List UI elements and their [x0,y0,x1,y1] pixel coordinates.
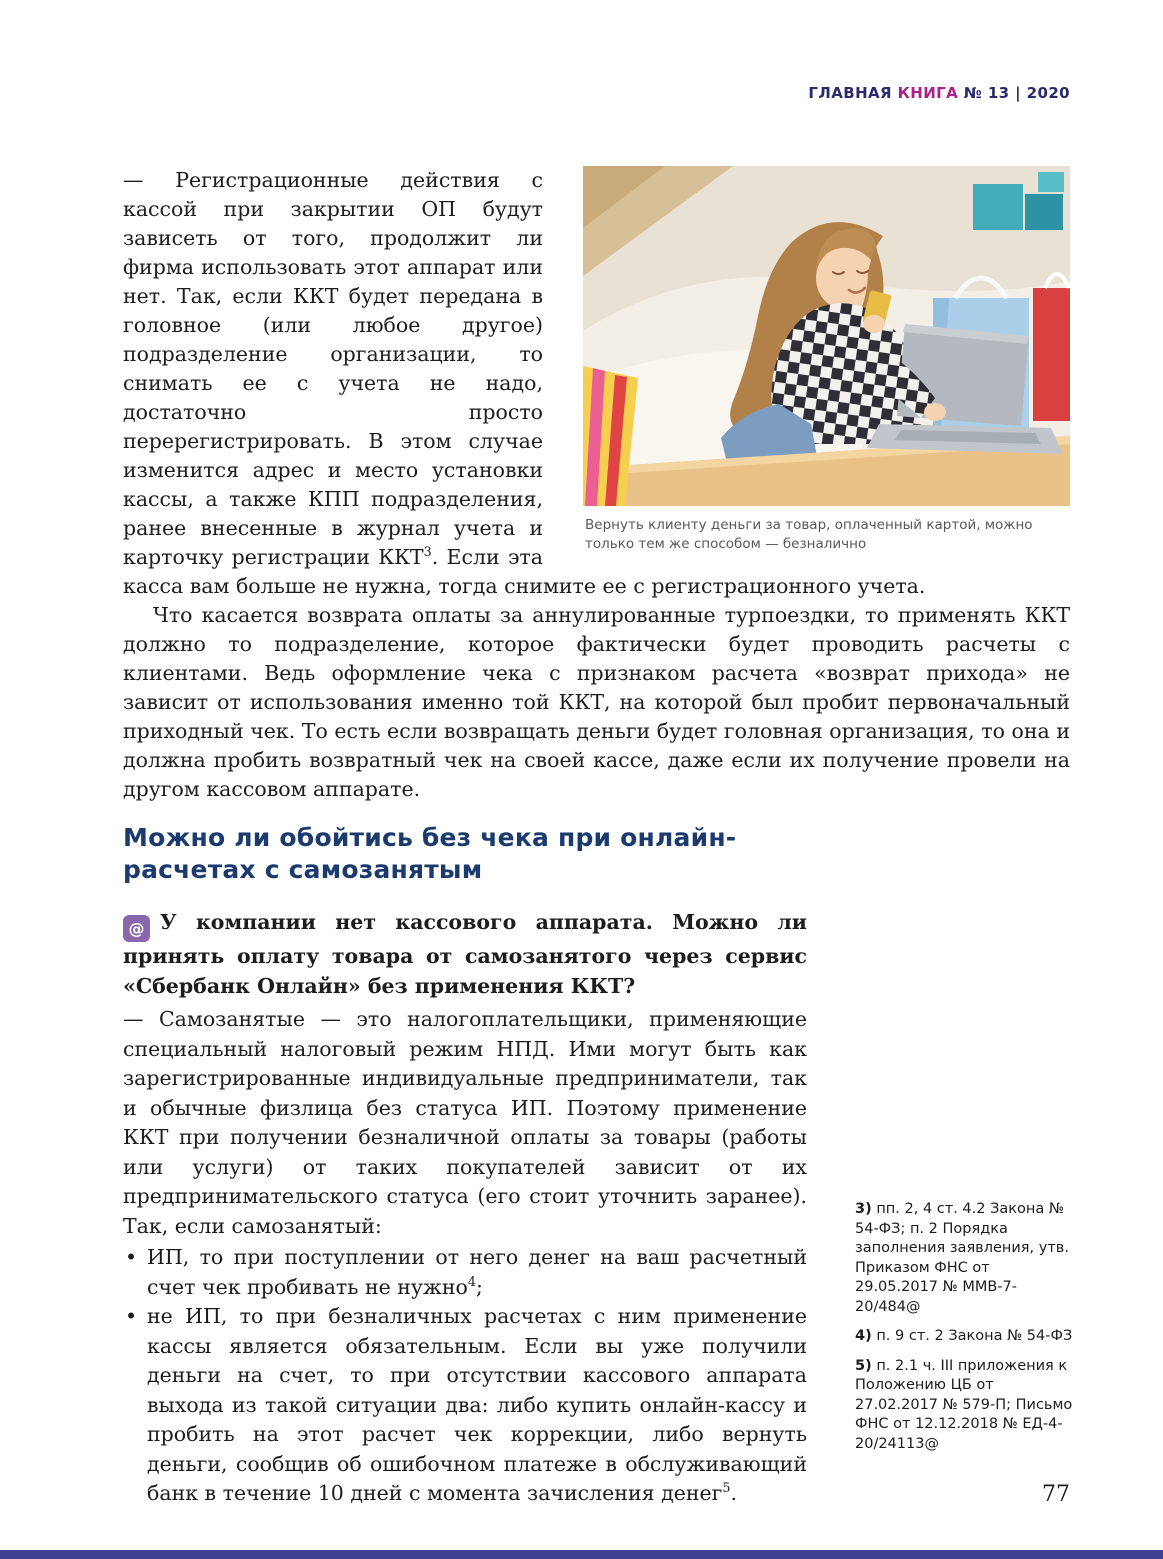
footnote-5 [855,1357,1073,1455]
bullet-text: . [730,1481,737,1505]
at-question-icon: @ [123,915,150,942]
bullet-text: ; [475,1274,483,1299]
footnote-ref-4: 4 [467,1273,476,1289]
paragraph-text: . Если эта касса вам больше не нужна, тогда снимите ее с регистрационного учета. [123,545,926,598]
bullet-item-not-ip [123,1302,807,1509]
question-block [123,908,807,1001]
footnote-ref-5: 5 [722,1480,731,1496]
bottom-accent-band [0,1550,1163,1559]
footnote-number: 3) [855,1201,872,1217]
footnote-number: 4) [855,1328,872,1344]
issue-number: № 13 | 2020 [963,84,1070,102]
qa-section [123,822,807,1509]
section-heading: Можно ли обойтись без чека при онлайн-расчетах с самозанятым [123,823,737,884]
article-photo [583,166,1070,558]
footnote-text: п. 2.1 ч. III приложения к Положению ЦБ от 27.02.2017 № 579-П; Письмо ФНС от 12.12.2018 № ЕД-4-20/24113@ [855,1357,1073,1452]
photo-woman-laptop-shopping-bags-illustration [583,166,1070,506]
brand-accent: КНИГА [897,84,959,102]
bullet-text: ИП, то при поступлении от него денег на ваш расчетный счет чек пробивать не нужно [147,1245,807,1299]
paragraph-refund-rules: Что касается возврата оплаты за аннулированные турпоездки, то применять ККТ должно то подразделение, которое фактически будет проводить расчеты с клиентами. Ведь оформление чека с признаком расчета «возврат прихода» не зависит от использования именно той ККТ, на которой был пробит первоначальный приходный чек. То есть если возвращать деньги будет головная организация, то она и должна пробить возвратный чек на своей кассе, даже если их получение провели на другом кассовом аппарате. [123,603,1070,801]
bullet-item-ip [123,1243,807,1302]
article-top-section [123,166,1070,804]
photo-caption: Вернуть клиенту деньги за товар, оплаченный картой, можно только тем же способом — безналично [585,517,1033,552]
footnote-number: 5) [855,1357,872,1374]
footnote-text: пп. 2, 4 ст. 4.2 Закона № 54-ФЗ; п. 2 Порядка заполнения заявления, утв. Приказом ФНС от 29.05.2017 № ММВ-7-20/484@ [855,1201,1069,1315]
footnote-text: п. 9 ст. 2 Закона № 54-ФЗ [876,1328,1073,1344]
bullet-list [123,1243,807,1509]
footnote-3 [855,1200,1073,1317]
footnote-4 [855,1327,1073,1347]
page-number: 77 [1042,1482,1070,1507]
magazine-header [808,84,1070,102]
question-text: У компании нет кассового аппарата. Можно ли принять оплату товара от самозанятого через сервис «Сбербанк Онлайн» без применения ККТ? [123,910,807,998]
footnote-ref-3: 3 [423,544,432,560]
answer-paragraph: — Самозанятые — это налогоплательщики, применяющие специальный налоговый режим НПД. Ими могут быть как зарегистрированные индивидуальные предприниматели, так и обычные физлица без статуса ИП. Поэтому применение ККТ при получении безналичной оплаты за товары (работы или услуги) от таких покупателей зависит от их предпринимательского статуса (его стоит уточнить заранее). Так, если самозанятый: [123,1007,807,1238]
footnotes-column [855,1200,1073,1464]
bullet-text: не ИП, то при безналичных расчетах с ним применение кассы является обязательным. Если вы уже получили деньги на счет, то при отсутствии кассового аппарата выхода из такой ситуации два: либо купить онлайн-кассу и пробить на этот расчет чек коррекции, либо вернуть деньги, сообщив об ошибочном платеже в обслуживающий банк в течение 10 дней с момента зачисления денег [147,1304,807,1505]
brand-main: ГЛАВНАЯ [808,84,892,102]
red-gift-bag [1033,274,1070,421]
paragraph-text: — Регистрационные действия с кассой при закрытии ОП будут зависеть от того, продолжит ли фирма использовать этот аппарат или нет. Так, если ККТ будет передана в головное (или любое другое) подразделение организации, то снимать ее с учета не надо, достаточно просто перерегистрировать. В этом случае изменится адрес и место установки кассы, а также КПП подразделения, ранее внесенные в журнал учета и карточку регистрации ККТ [123,168,543,569]
